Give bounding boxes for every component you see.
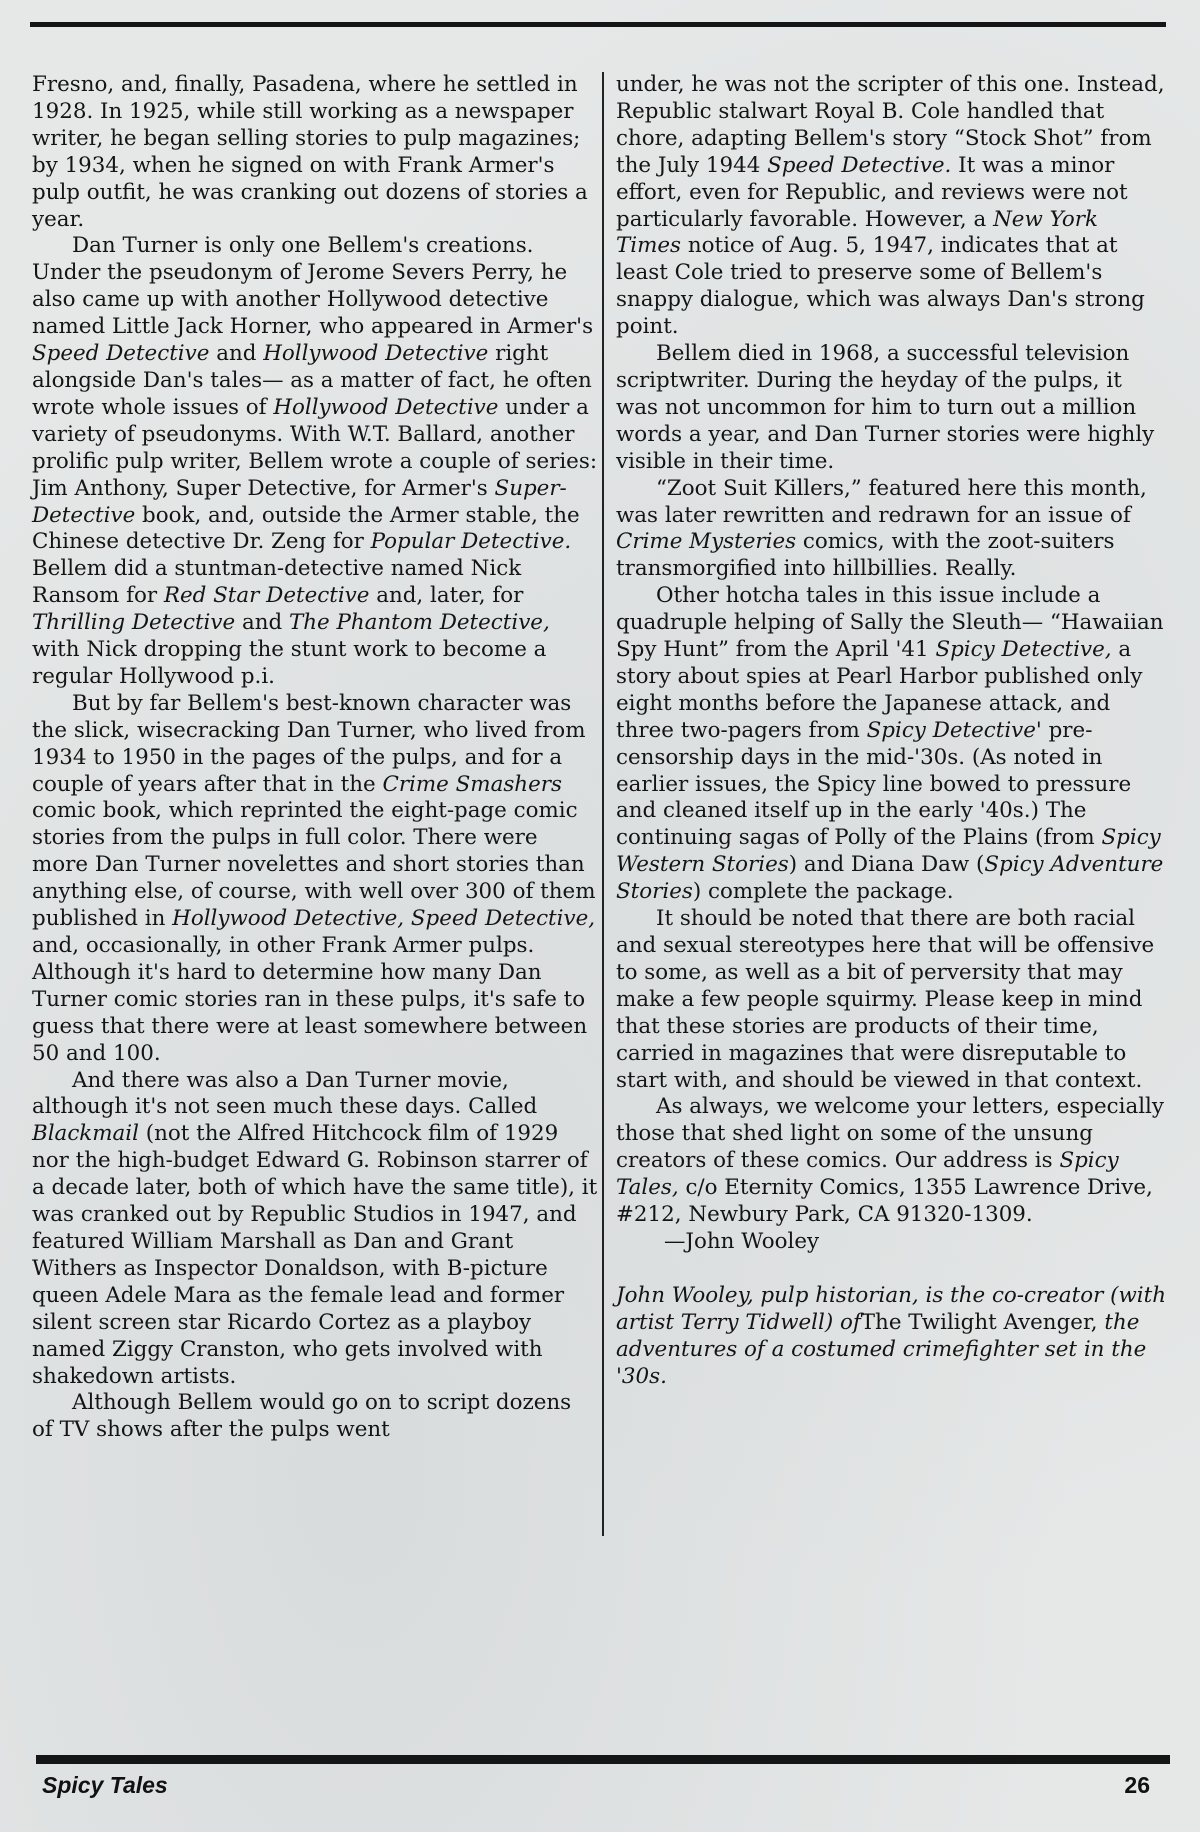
author-bio: John Wooley, pulp historian, is the co-creator (with artist Terry Tidwell) ofThe Twilight Avenger, the adventures of a costumed crimefighter set in the '30s. xyxy=(616,1282,1167,1389)
left-column xyxy=(32,72,598,1444)
paragraph: Fresno, and, finally, Pasadena, where he settled in 1928. In 1925, while still working as a newspaper writer, he began selling stories to pulp magazines; by 1934, when he signed on with Frank Armer's pulp outfit, he was cranking out dozens of stories a year. xyxy=(32,72,588,232)
paragraph: under, he was not the scripter of this one. Instead, Republic stalwart Royal B. Cole handled that chore, adapting Bellem's story “Stock Shot” from the July 1944 Speed Detective. It was a minor effort, even for Republic, and reviews were not particularly favorable. However, a New York Times notice of Aug. 5, 1947, indicates that at least Cole tried to preserve some of Bellem's snappy dialogue, which was always Dan's strong point. xyxy=(616,72,1165,340)
paragraph: It should be noted that there are both racial and sexual stereotypes here that will be offensive to some, as well as a bit of perversity that may make a few people squirmy. Please keep in mind that these stories are products of their time, carried in magazines that were disreputable to start with, and should be viewed in that context. xyxy=(616,906,1155,1093)
paragraph: Although Bellem would go on to script dozens of TV shows after the pulps went xyxy=(32,1390,572,1443)
top-rule xyxy=(30,22,1166,27)
paragraph: Other hotcha tales in this issue include a quadruple helping of Sally the Sleuth— “Hawaiian Spy Hunt” from the April '41 Spicy Detective, a story about spies at Pearl Harbor published only eight months before the Japanese attack, and three two-pagers from Spicy Detective' pre-censorship days in the mid-'30s. (As noted in earlier issues, the Spicy line bowed to pressure and cleaned itself up in the early '40s.) The continuing sagas of Polly of the Plains (from Spicy Western Stories) and Diana Daw (Spicy Adventure Stories) complete the package. xyxy=(616,583,1164,905)
footer-magazine-title: Spicy Tales xyxy=(42,1772,168,1798)
paragraph: Dan Turner is only one Bellem's creations. Under the pseudonym of Jerome Severs Perry, he also came up with another Hollywood detective named Little Jack Horner, who appeared in Armer's Speed Detective and Hollywood Detective right alongside Dan's tales— as a matter of fact, he often wrote whole issues of Hollywood Detective under a variety of pseudonyms. With W.T. Ballard, another prolific pulp writer, Bellem wrote a couple of series: Jim Anthony, Super Detective, for Armer's Super-Detective book, and, outside the Armer stable, the Chinese detective Dr. Zeng for Popular Detective. Bellem did a stuntman-detective named Nick Ransom for Red Star Detective and, later, for Thrilling Detective and The Phantom Detective, with Nick dropping the stunt work to become a regular Hollywood p.i. xyxy=(32,233,598,689)
author-signature: —John Wooley xyxy=(664,1228,820,1254)
column-divider xyxy=(602,72,604,1536)
right-column xyxy=(616,72,1169,1391)
paragraph: And there was also a Dan Turner movie, although it's not seen much these days. Called Blackmail (not the Alfred Hitchcock film of 1929 nor the high-budget Edward G. Robinson starrer of a decade later, both of which have the same title), it was cranked out by Republic Studios in 1947, and featured William Marshall as Dan and Grant Withers as Inspector Donaldson, with B-picture queen Adele Mara as the female lead and former silent screen star Ricardo Cortez as a playboy named Ziggy Cranston, who gets involved with shakedown artists. xyxy=(32,1067,598,1389)
bottom-rule xyxy=(36,1755,1170,1764)
paragraph: “Zoot Suit Killers,” featured here this month, was later rewritten and redrawn for an issue of Crime Mysteries comics, with the zoot-suiters transmorgified into hillbillies. Really. xyxy=(616,475,1147,582)
paragraph: But by far Bellem's best-known character was the slick, wisecracking Dan Turner, who lived from 1934 to 1950 in the pages of the pulps, and for a couple of years after that in the Crime Smashers comic book, which reprinted the eight-page comic stories from the pulps in full color. There were more Dan Turner novelettes and short stories than anything else, of course, with well over 300 of them published in Hollywood Detective, Speed Detective, and, occasionally, in other Frank Armer pulps. Although it's hard to determine how many Dan Turner comic stories ran in these pulps, it's safe to guess that there were at least somewhere between 50 and 100. xyxy=(32,690,596,1066)
paragraph: Bellem died in 1968, a successful television scriptwriter. During the heyday of the pulps, it was not uncommon for him to turn out a million words a year, and Dan Turner stories were highly visible in their time. xyxy=(616,341,1155,474)
page-number: 26 xyxy=(1124,1772,1150,1798)
paragraph: As always, we welcome your letters, especially those that shed light on some of the unsung creators of these comics. Our address is Spicy Tales, c/o Eternity Comics, 1355 Lawrence Drive, #212, Newbury Park, CA 91320-1309. xyxy=(616,1094,1164,1228)
